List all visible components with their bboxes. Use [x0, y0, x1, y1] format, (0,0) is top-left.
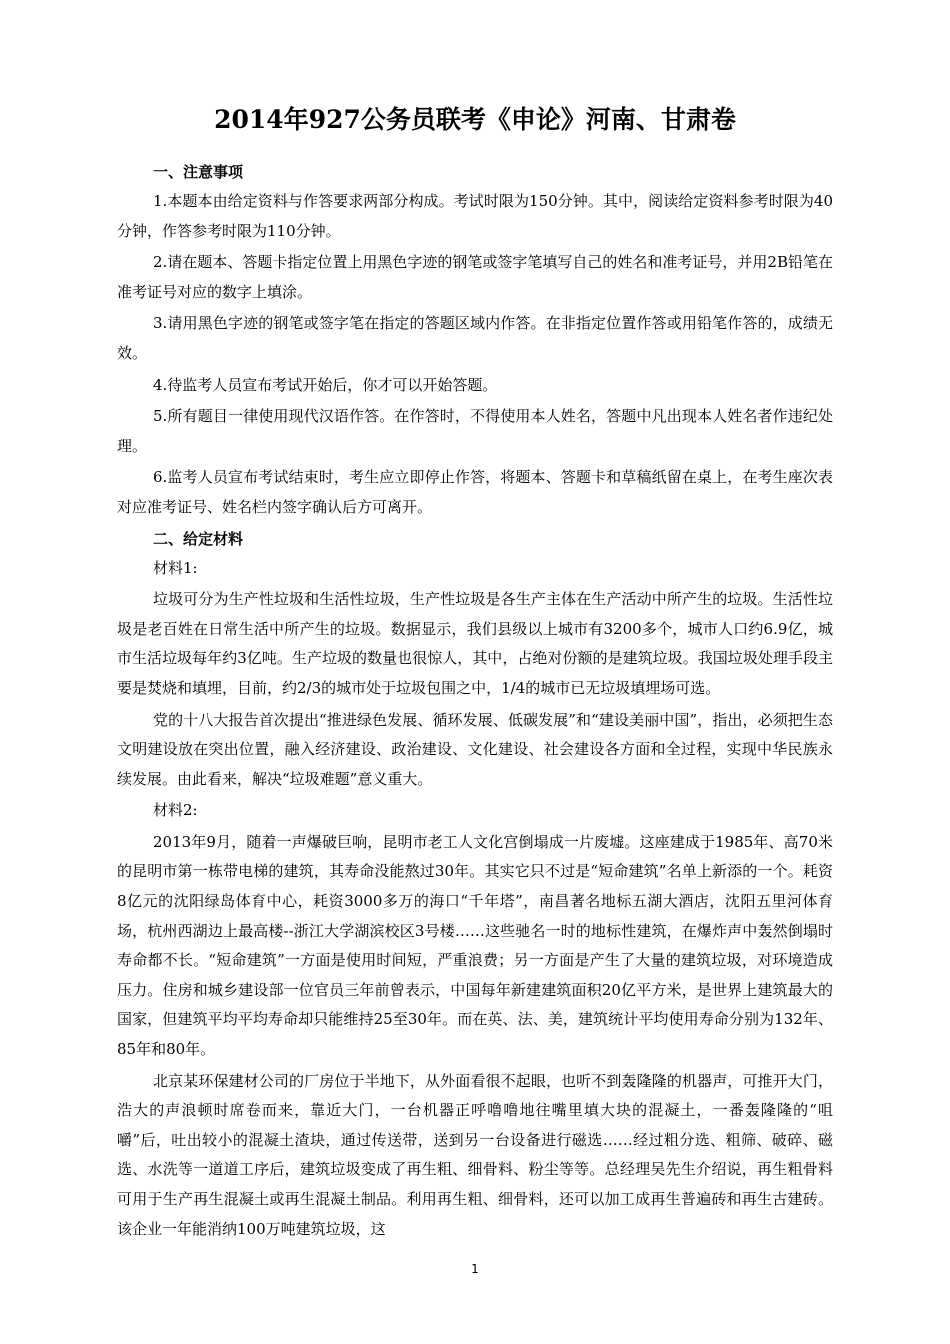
notice-item: 5.所有题目一律使用现代汉语作答。在作答时，不得使用本人姓名，答题中凡出现本人姓名者作违纪处理。 — [117, 407, 833, 455]
page-number: 1 — [471, 1262, 479, 1276]
notice-item: 2.请在题本、答题卡指定位置上用黑色字迹的钢笔或签字笔填写自己的姓名和准考证号，并用2B铅笔在准考证号对应的数字上填涂。 — [117, 253, 833, 301]
section-heading-materials: 二、给定材料 — [153, 529, 244, 548]
material-2-paragraph: 2013年9月，随着一声爆破巨响，昆明市老工人文化宫倒塌成一片废墟。这座建成于1985年、高70米的昆明市第一栋带电梯的建筑，其寿命没能熬过30年。其实它只不过是“短命建筑”名单上新添的一个。耗资8亿元的沈阳绿岛体育中心，耗资3000多万的海口“千年塔”，南昌著名地标五湖大酒店，沈阳五里河体育场，杭州西湖边上最高楼--浙江大学湖滨校区3号楼……这些驰名一时的地标性建筑，在爆炸声中轰然倒塌时寿命都不长。“短命建筑”一方面是使用时间短，严重浪费；另一方面是产生了大量的建筑垃圾，对环境造成压力。住房和城乡建设部一位官员三年前曾表示，中国每年新建建筑面积20亿平方米，是世界上建筑最大的国家，但建筑平均平均寿命却只能维持25至30年。而在英、法、美，建筑统计平均使用寿命分别为132年、85年和80年。 — [117, 832, 833, 1059]
notice-item: 4.待监考人员宣布考试开始后，你才可以开始答题。 — [153, 375, 498, 394]
material-2-paragraph: 北京某环保建材公司的厂房位于半地下，从外面看很不起眼，也听不到轰隆隆的机器声，可推开大门，浩大的声浪顿时席卷而来，靠近大门，一台机器正呼噜噜地往嘴里填大块的混凝土，一番轰隆隆的“咀嚼”后，吐出较小的混凝土渣块，通过传送带，送到另一台设备进行磁选……经过粗分选、粗筛、破碎、磁选、水洗等一道道工序后，建筑垃圾变成了再生粗、细骨料、粉尘等等。总经理吴先生介绍说，再生粗骨料可用于生产再生混凝土或再生混凝土制品。利用再生粗、细骨料，还可以加工成再生普遍砖和再生古建砖。该企业一年能消纳100万吨建筑垃圾，这 — [117, 1071, 833, 1238]
section-notice — [117, 158, 833, 523]
document-title: 2014年927公务员联考《申论》河南、甘肃卷 — [214, 105, 736, 134]
notice-item: 3.请用黑色字迹的钢笔或签字笔在指定的答题区域内作答。在非指定位置作答或用铅笔作答的，成绩无效。 — [117, 314, 833, 362]
section-materials — [117, 525, 833, 1245]
document-page — [117, 100, 833, 1246]
material-1-paragraph: 垃圾可分为生产性垃圾和生活性垃圾，生产性垃圾是各生产主体在生产活动中所产生的垃圾。生活性垃圾是老百姓在日常生活中所产生的垃圾。数据显示，我们县级以上城市有3200多个，城市人口约6.9亿，城市生活垃圾每年约3亿吨。生产垃圾的数量也很惊人，其中，占绝对份额的是建筑垃圾。我国垃圾处理手段主要是焚烧和填埋，目前，约2/3的城市处于垃圾包围之中，1/4的城市已无垃圾填埋场可选。 — [117, 590, 833, 697]
material-2-label: 材料2: — [153, 801, 198, 820]
notice-item: 6.监考人员宣布考试结束时，考生应立即停止作答，将题本、答题卡和草稿纸留在桌上，在考生座次表对应准考证号、姓名栏内签字确认后方可离开。 — [117, 468, 833, 516]
section-heading-notice: 一、注意事项 — [153, 163, 244, 181]
material-1-label: 材料1: — [153, 558, 198, 577]
material-1-paragraph: 党的十八大报告首次提出“推进绿色发展、循环发展、低碳发展”和“建设美丽中国”，指出，必须把生态文明建设放在突出位置，融入经济建设、政治建设、文化建设、社会建设各方面和全过程，实现中华民族永续发展。由此看来，解决“垃圾难题”意义重大。 — [117, 710, 833, 788]
notice-item: 1.本题本由给定资料与作答要求两部分构成。考试时限为150分钟。其中，阅读给定资料参考时限为40分钟，作答参考时限为110分钟。 — [117, 192, 833, 240]
